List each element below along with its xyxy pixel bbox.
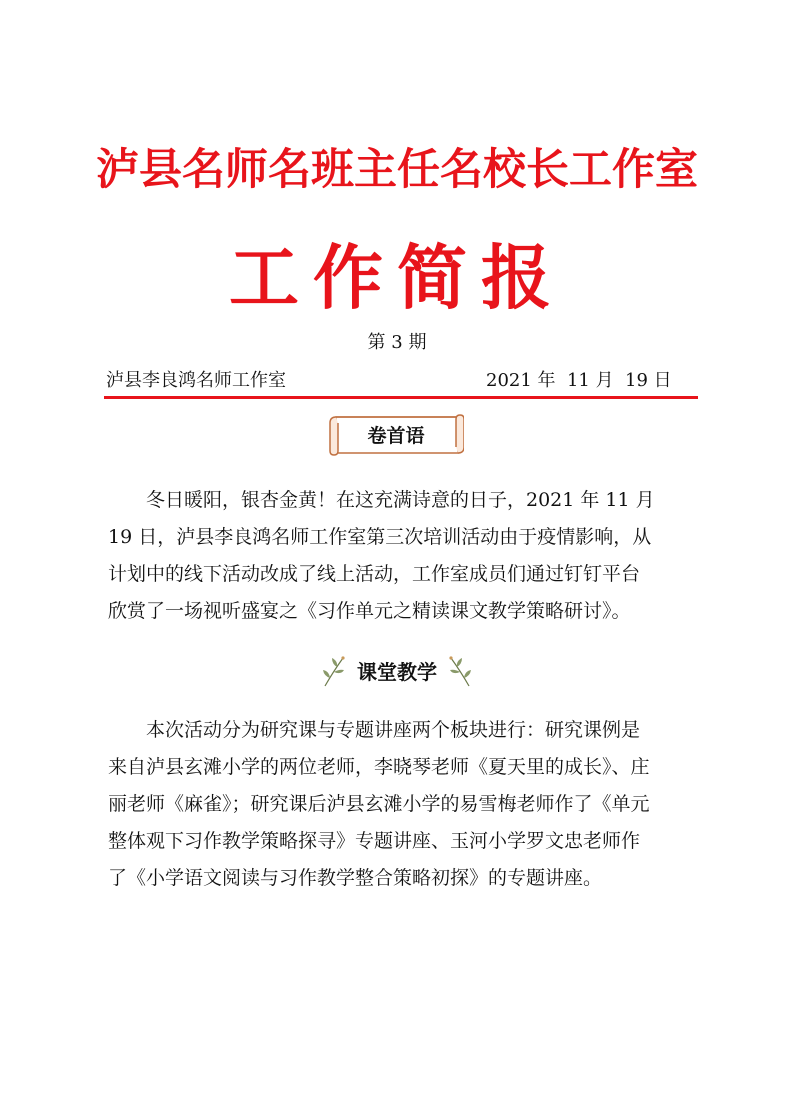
- header-divider: [104, 396, 698, 399]
- publish-date: 2021 年 11 月 19 日: [486, 370, 672, 391]
- issue-number: 第 3 期: [367, 332, 427, 353]
- section-line: 本次活动分为研究课与专题讲座两个板块进行：研究课例是: [146, 719, 641, 741]
- preface-label: 卷首语: [367, 425, 425, 447]
- section-line: 丽老师《麻雀》；研究课后泸县玄滩小学的易雪梅老师作了《单元: [108, 793, 650, 815]
- studio-title: 泸县名师名班主任名校长工作室: [96, 145, 698, 195]
- bulletin-title: 工作简报: [229, 236, 565, 319]
- preface-line: 19 日，泸县李良鸿名师工作室第三次培训活动由于疫情影响，从: [108, 526, 652, 548]
- preface-line: 冬日暖阳，银杏金黄！在这充满诗意的日子，2021 年 11 月: [146, 489, 655, 511]
- section-heading: 课堂教学: [357, 660, 437, 684]
- section-line: 来自泸县玄滩小学的两位老师，李晓琴老师《夏天里的成长》、庄: [108, 756, 650, 778]
- preface-line: 欣赏了一场视听盛宴之《习作单元之精读课文教学策略研讨》。: [108, 600, 631, 622]
- section-line: 整体观下习作教学策略探寻》专题讲座、玉河小学罗文忠老师作: [108, 830, 641, 852]
- preface-paragraph: [108, 482, 694, 630]
- preface-line: 计划中的线下活动改成了线上活动，工作室成员们通过钉钉平台: [108, 563, 641, 585]
- section-line: 了《小学语文阅读与习作教学整合策略初探》的专题讲座。: [108, 867, 603, 889]
- section-paragraph: [108, 712, 694, 897]
- studio-name: 泸县李良鸿名师工作室: [106, 370, 286, 391]
- right-sprig-icon: [447, 654, 473, 688]
